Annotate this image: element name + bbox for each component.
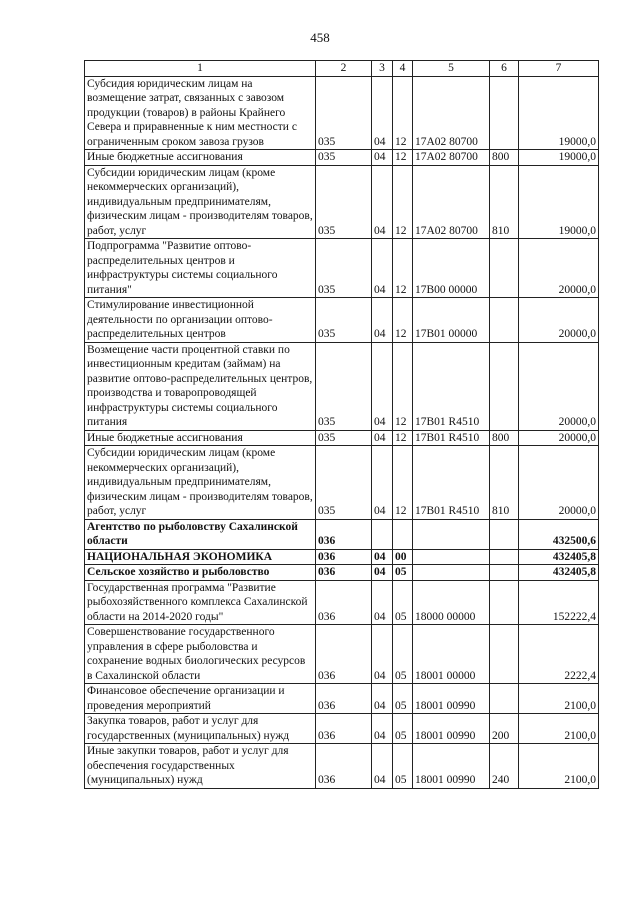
subsection-code-cell: 05 — [393, 580, 413, 625]
subsection-code-cell: 12 — [393, 430, 413, 446]
ministry-code-cell: 036 — [316, 565, 372, 581]
section-code-cell: 04 — [372, 565, 393, 581]
section-code-cell: 04 — [372, 76, 393, 150]
table-row — [85, 239, 599, 298]
table-row — [85, 625, 599, 684]
item-name-cell: Субсидия юридическим лицам на возмещение затрат, связанных с завозом продукции (товаров) в районы Крайнего Севера и приравненные к ним местности с ограниченным сроком завоза грузов — [85, 76, 316, 150]
subsection-code-cell: 05 — [393, 744, 413, 789]
column-header: 4 — [393, 61, 413, 77]
table-row — [85, 714, 599, 744]
expense-type-cell — [490, 565, 519, 581]
target-article-cell: 17В01 R4510 — [413, 342, 490, 430]
subsection-code-cell: 00 — [393, 549, 413, 565]
ministry-code-cell: 035 — [316, 298, 372, 343]
expense-type-cell: 800 — [490, 150, 519, 166]
column-header: 2 — [316, 61, 372, 77]
section-code-cell: 04 — [372, 446, 393, 520]
table-row — [85, 76, 599, 150]
column-header: 1 — [85, 61, 316, 77]
target-article-cell: 17А02 80700 — [413, 76, 490, 150]
section-code-cell: 04 — [372, 239, 393, 298]
expense-type-cell: 240 — [490, 744, 519, 789]
amount-cell: 432500,6 — [519, 519, 599, 549]
target-article-cell: 17В01 R4510 — [413, 430, 490, 446]
ministry-code-cell: 035 — [316, 239, 372, 298]
section-code-cell: 04 — [372, 580, 393, 625]
item-name-cell: Финансовое обеспечение организации и проведения мероприятий — [85, 684, 316, 714]
amount-cell: 20000,0 — [519, 342, 599, 430]
section-code-cell: 04 — [372, 150, 393, 166]
amount-cell: 432405,8 — [519, 549, 599, 565]
subsection-code-cell: 12 — [393, 239, 413, 298]
table-header-row — [85, 61, 599, 77]
ministry-code-cell: 036 — [316, 714, 372, 744]
amount-cell: 20000,0 — [519, 239, 599, 298]
expense-type-cell — [490, 684, 519, 714]
column-header: 6 — [490, 61, 519, 77]
subsection-code-cell: 12 — [393, 165, 413, 239]
amount-cell: 2100,0 — [519, 684, 599, 714]
amount-cell: 2100,0 — [519, 744, 599, 789]
expense-type-cell — [490, 298, 519, 343]
ministry-code-cell: 036 — [316, 744, 372, 789]
table-row — [85, 744, 599, 789]
target-article-cell: 17В00 00000 — [413, 239, 490, 298]
budget-table-body — [85, 61, 599, 789]
expense-type-cell — [490, 76, 519, 150]
expense-type-cell: 810 — [490, 446, 519, 520]
ministry-code-cell: 035 — [316, 446, 372, 520]
target-article-cell — [413, 565, 490, 581]
expense-type-cell: 200 — [490, 714, 519, 744]
ministry-code-cell: 035 — [316, 342, 372, 430]
ministry-code-cell: 035 — [316, 150, 372, 166]
subsection-code-cell: 05 — [393, 684, 413, 714]
expense-type-cell: 800 — [490, 430, 519, 446]
item-name-cell: Возмещение части процентной ставки по инвестиционным кредитам (займам) на развитие оптово-распределительных центров, производства и товаропроводящей инфраструктуры системы социального питания — [85, 342, 316, 430]
budget-table — [84, 60, 599, 789]
subsection-code-cell: 12 — [393, 76, 413, 150]
item-name-cell: Государственная программа "Развитие рыбохозяйственного комплекса Сахалинской области на 2014-2020 годы" — [85, 580, 316, 625]
table-row — [85, 150, 599, 166]
item-name-cell: Подпрограмма "Развитие оптово-распределительных центров и инфраструктуры системы социального питания" — [85, 239, 316, 298]
ministry-code-cell: 036 — [316, 684, 372, 714]
section-code-cell: 04 — [372, 165, 393, 239]
ministry-code-cell: 036 — [316, 625, 372, 684]
section-code-cell: 04 — [372, 342, 393, 430]
ministry-code-cell: 036 — [316, 580, 372, 625]
table-row — [85, 430, 599, 446]
column-header: 3 — [372, 61, 393, 77]
subsection-code-cell: 12 — [393, 446, 413, 520]
subsection-code-cell: 05 — [393, 714, 413, 744]
table-row — [85, 298, 599, 343]
target-article-cell: 18001 00000 — [413, 625, 490, 684]
item-name-cell: Иные закупки товаров, работ и услуг для обеспечения государственных (муниципальных) нужд — [85, 744, 316, 789]
expense-type-cell — [490, 580, 519, 625]
column-header: 7 — [519, 61, 599, 77]
amount-cell: 19000,0 — [519, 165, 599, 239]
amount-cell: 2222,4 — [519, 625, 599, 684]
section-code-cell: 04 — [372, 549, 393, 565]
item-name-cell: Субсидии юридическим лицам (кроме некоммерческих организаций), индивидуальным предпринимателям, физическим лицам - производителям товаров, работ, услуг — [85, 165, 316, 239]
target-article-cell: 18001 00990 — [413, 744, 490, 789]
target-article-cell: 18001 00990 — [413, 714, 490, 744]
column-header: 5 — [413, 61, 490, 77]
table-row — [85, 519, 599, 549]
expense-type-cell — [490, 239, 519, 298]
ministry-code-cell: 035 — [316, 165, 372, 239]
section-code-cell: 04 — [372, 684, 393, 714]
amount-cell: 19000,0 — [519, 150, 599, 166]
target-article-cell: 18000 00000 — [413, 580, 490, 625]
section-code-cell: 04 — [372, 430, 393, 446]
ministry-code-cell: 036 — [316, 549, 372, 565]
table-row — [85, 565, 599, 581]
target-article-cell: 17В01 00000 — [413, 298, 490, 343]
section-code-cell: 04 — [372, 744, 393, 789]
item-name-cell: Совершенствование государственного управления в сфере рыболовства и сохранение водных биологических ресурсов в Сахалинской области — [85, 625, 316, 684]
subsection-code-cell: 12 — [393, 342, 413, 430]
target-article-cell — [413, 549, 490, 565]
amount-cell: 20000,0 — [519, 298, 599, 343]
expense-type-cell — [490, 342, 519, 430]
ministry-code-cell: 036 — [316, 519, 372, 549]
amount-cell: 152222,4 — [519, 580, 599, 625]
amount-cell: 20000,0 — [519, 430, 599, 446]
table-row — [85, 549, 599, 565]
item-name-cell: Иные бюджетные ассигнования — [85, 430, 316, 446]
subsection-code-cell: 12 — [393, 298, 413, 343]
table-row — [85, 342, 599, 430]
target-article-cell: 17А02 80700 — [413, 165, 490, 239]
section-code-cell: 04 — [372, 714, 393, 744]
expense-type-cell — [490, 625, 519, 684]
item-name-cell: НАЦИОНАЛЬНАЯ ЭКОНОМИКА — [85, 549, 316, 565]
item-name-cell: Иные бюджетные ассигнования — [85, 150, 316, 166]
subsection-code-cell: 05 — [393, 625, 413, 684]
section-code-cell — [372, 519, 393, 549]
table-row — [85, 165, 599, 239]
section-code-cell: 04 — [372, 298, 393, 343]
subsection-code-cell: 05 — [393, 565, 413, 581]
item-name-cell: Сельское хозяйство и рыболовство — [85, 565, 316, 581]
item-name-cell: Стимулирование инвестиционной деятельности по организации оптово-распределительных центров — [85, 298, 316, 343]
page-number: 458 — [310, 30, 330, 45]
subsection-code-cell: 12 — [393, 150, 413, 166]
expense-type-cell: 810 — [490, 165, 519, 239]
expense-type-cell — [490, 549, 519, 565]
ministry-code-cell: 035 — [316, 76, 372, 150]
amount-cell: 2100,0 — [519, 714, 599, 744]
ministry-code-cell: 035 — [316, 430, 372, 446]
item-name-cell: Субсидии юридическим лицам (кроме некоммерческих организаций), индивидуальным предпринимателям, физическим лицам - производителям товаров, работ, услуг — [85, 446, 316, 520]
target-article-cell: 17А02 80700 — [413, 150, 490, 166]
amount-cell: 19000,0 — [519, 76, 599, 150]
amount-cell: 20000,0 — [519, 446, 599, 520]
item-name-cell: Агентство по рыболовству Сахалинской области — [85, 519, 316, 549]
table-row — [85, 684, 599, 714]
subsection-code-cell — [393, 519, 413, 549]
amount-cell: 432405,8 — [519, 565, 599, 581]
target-article-cell — [413, 519, 490, 549]
target-article-cell: 18001 00990 — [413, 684, 490, 714]
target-article-cell: 17В01 R4510 — [413, 446, 490, 520]
table-row — [85, 580, 599, 625]
expense-type-cell — [490, 519, 519, 549]
item-name-cell: Закупка товаров, работ и услуг для государственных (муниципальных) нужд — [85, 714, 316, 744]
table-row — [85, 446, 599, 520]
section-code-cell: 04 — [372, 625, 393, 684]
